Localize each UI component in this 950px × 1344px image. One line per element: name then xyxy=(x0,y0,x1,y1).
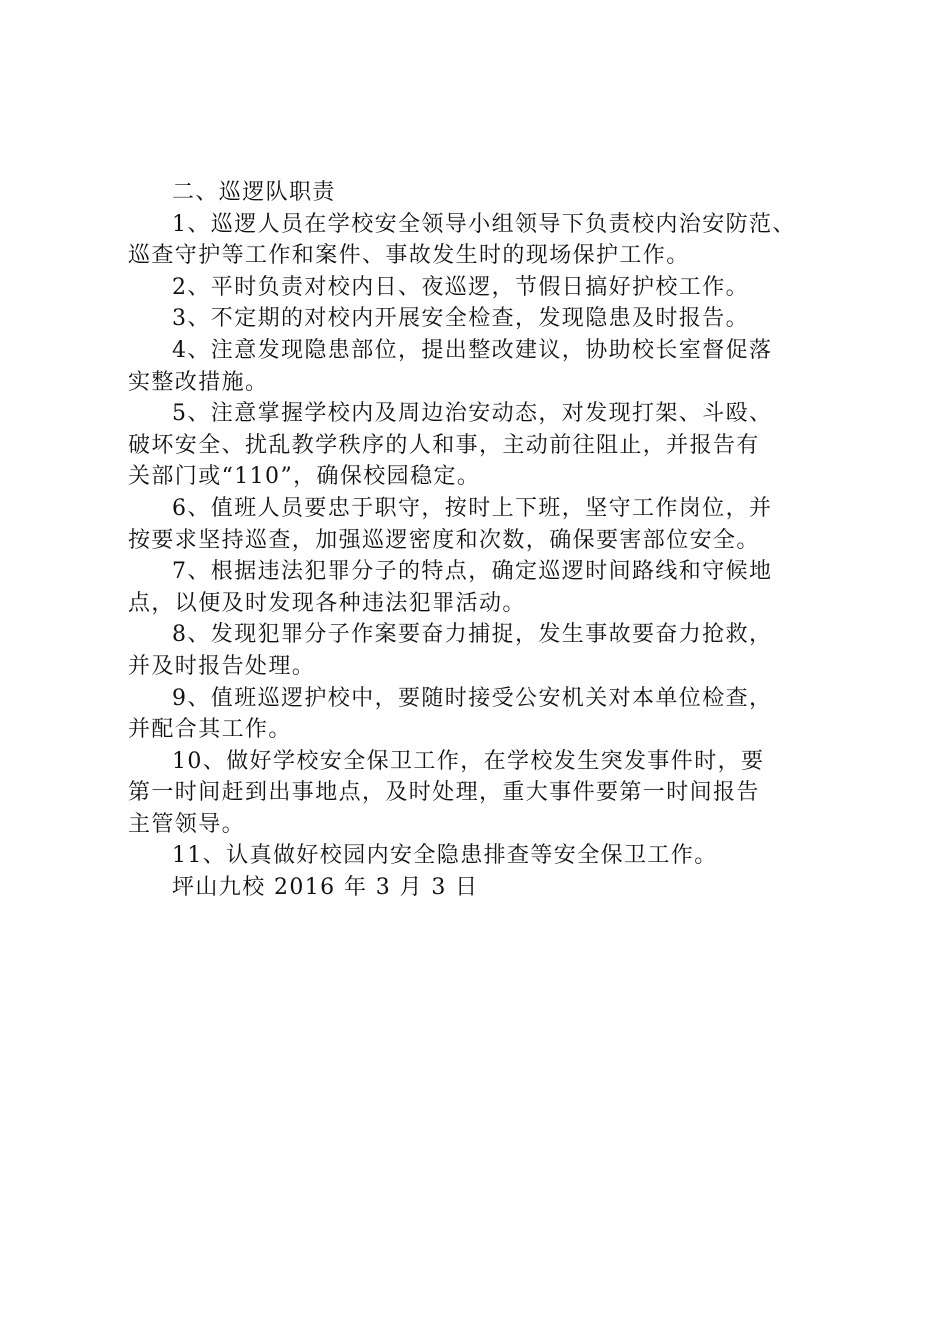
duty-item-6 xyxy=(128,493,836,556)
duty-item-line: 11、认真做好校园内安全隐患排查等安全保卫工作。 xyxy=(172,843,718,869)
duty-item-line: 1、巡逻人员在学校安全领导小组领导下负责校内治安防范、 xyxy=(172,211,796,237)
duty-item-line: 2、平时负责对校内日、夜巡逻，节假日搞好护校工作。 xyxy=(172,274,749,300)
duty-item-3 xyxy=(128,303,836,335)
duty-item-line: 6、值班人员要忠于职守，按时上下班，坚守工作岗位，并 xyxy=(172,495,773,521)
duty-item-line: 主管领导。 xyxy=(128,811,246,837)
duty-item-line: 3、不定期的对校内开展安全检查，发现隐患及时报告。 xyxy=(172,306,749,332)
duty-item-9 xyxy=(128,683,836,746)
duty-item-line: 关部门或“110”，确保校园稳定。 xyxy=(128,464,481,490)
duty-item-11 xyxy=(128,840,836,872)
duty-item-8 xyxy=(128,619,836,682)
signature-date: 坪山九校 2016 年 3 月 3 日 xyxy=(172,875,479,901)
duty-item-line: 9、值班巡逻护校中，要随时接受公安机关对本单位检查， xyxy=(172,685,773,711)
duty-item-1 xyxy=(128,209,836,272)
duty-item-line: 破坏安全、扰乱教学秩序的人和事，主动前往阻止，并报告有 xyxy=(128,432,760,458)
duty-item-line: 第一时间赶到出事地点，及时处理，重大事件要第一时间报告 xyxy=(128,780,760,806)
duty-item-10 xyxy=(128,746,836,841)
duty-item-line: 按要求坚持巡查，加强巡逻密度和次数，确保要害部位安全。 xyxy=(128,527,760,553)
document-body xyxy=(128,177,836,904)
duty-item-line: 5、注意掌握学校内及周边治安动态，对发现打架、斗殴、 xyxy=(172,401,773,427)
duty-item-5 xyxy=(128,398,836,493)
duty-item-line: 实整改措施。 xyxy=(128,369,269,395)
duty-item-line: 巡查守护等工作和案件、事故发生时的现场保护工作。 xyxy=(128,243,690,269)
duty-item-line: 4、注意发现隐患部位，提出整改建议，协助校长室督促落 xyxy=(172,337,773,363)
duty-item-4 xyxy=(128,335,836,398)
duty-item-line: 并配合其工作。 xyxy=(128,717,292,743)
duty-item-2 xyxy=(128,272,836,304)
duty-item-7 xyxy=(128,556,836,619)
duty-item-line: 8、发现犯罪分子作案要奋力捕捉，发生事故要奋力抢救， xyxy=(172,622,773,648)
section-heading: 二、巡逻队职责 xyxy=(172,180,336,205)
duty-item-line: 10、做好学校安全保卫工作，在学校发生突发事件时，要 xyxy=(172,748,765,774)
duty-item-line: 点，以便及时发现各种违法犯罪活动。 xyxy=(128,590,526,616)
duty-item-line: 7、根据违法犯罪分子的特点，确定巡逻时间路线和守候地 xyxy=(172,559,773,585)
duty-item-line: 并及时报告处理。 xyxy=(128,653,316,679)
